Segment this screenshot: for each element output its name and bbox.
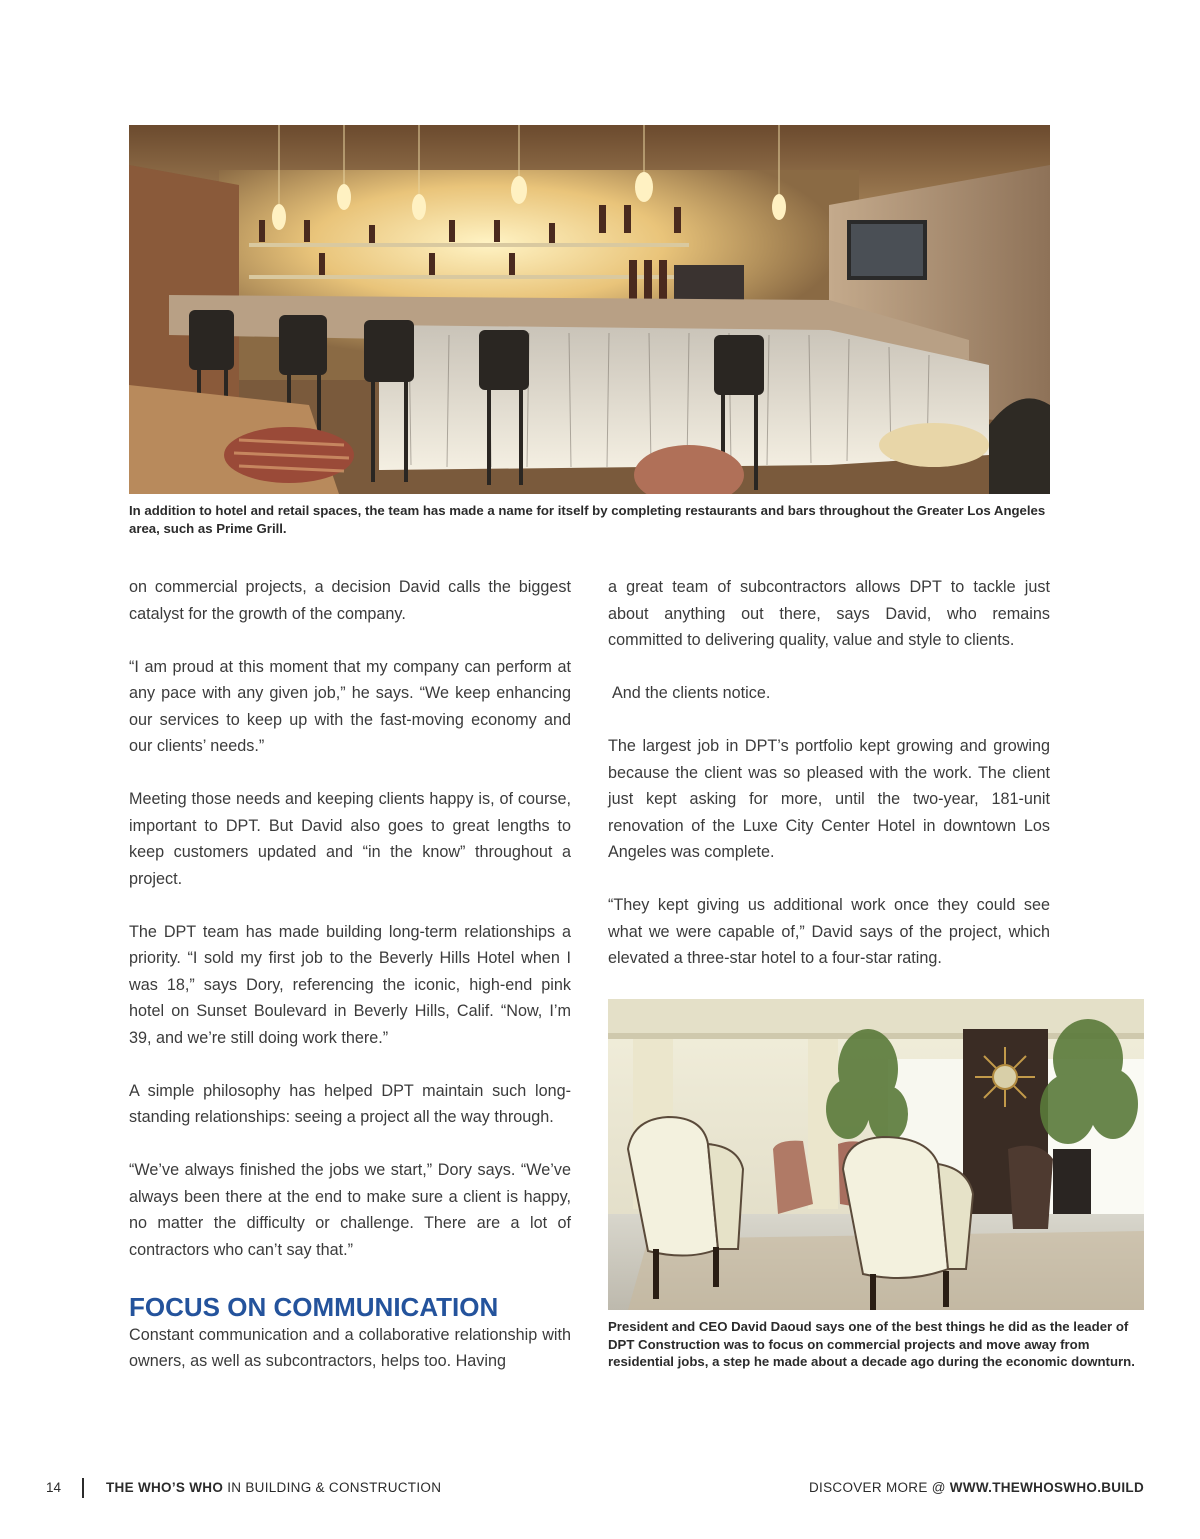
footer-divider [82,1478,84,1498]
restaurant-bar-illustration [129,125,1050,494]
section-heading: FOCUS ON COMMUNICATION [129,1291,499,1322]
publication-title-bold: THE WHO’S WHO [106,1480,224,1495]
hotel-lobby-illustration [608,999,1144,1310]
article-paragraph: “They kept giving us additional work once they could see what we were capable of,” David says of the project, which elevated a three-star hotel to a four-star rating. [608,896,1050,967]
article-left-column [129,574,571,1401]
publication-title [106,1480,441,1495]
article-paragraph: A simple philosophy has helped DPT maintain such long-standing relationships: seeing a project all the way through. [129,1081,571,1126]
restaurant-bar-photo [129,125,1050,494]
discover-more-prefix: DISCOVER MORE @ [809,1480,950,1495]
page-footer [0,1478,1200,1502]
article-paragraph: a great team of subcontractors allows DPT to tackle just about anything out there, says David, who remains committed to delivering quality, value and style to clients. [608,578,1050,649]
hotel-lobby-photo [608,999,1144,1310]
article-paragraph: The DPT team has made building long-term relationships a priority. “I sold my first job to the Beverly Hills Hotel when I was 18,” says Dory, referencing the iconic, high-end pink hotel on Sunset Boulevard in Beverly Hills, Calif. “Now, I’m 39, and we’re still doing work there.” [129,922,571,1047]
article-paragraph: And the clients notice. [612,684,771,702]
website-link[interactable]: WWW.THEWHOSWHO.BUILD [949,1480,1144,1495]
article-paragraph: The largest job in DPT’s portfolio kept growing and growing because the client was so pleased with the work. The client just kept asking for more, until the two-year, 181-unit renovation of the Luxe City Center Hotel in downtown Los Angeles was complete. [608,737,1050,861]
article-right-column [608,574,1050,998]
top-photo-caption: In addition to hotel and retail spaces, the team has made a name for itself by completing restaurants and bars throughout the Greater Los Angeles area, such as Prime Grill. [129,503,1046,536]
article-paragraph: “We’ve always finished the jobs we start,” Dory says. “We’ve always been there at the end to make sure a client is happy, no matter the difficulty or challenge. There are a lot of contractors who can’t say that.” [129,1161,571,1259]
article-paragraph: on commercial projects, a decision David calls the biggest catalyst for the growth of the company. [129,578,571,623]
article-paragraph: “I am proud at this moment that my company can perform at any pace with any given job,” he says. “We keep enhancing our services to keep up with the fast-moving economy and our clients’ needs.” [129,657,571,755]
discover-more [809,1480,1144,1495]
article-paragraph: Meeting those needs and keeping clients happy is, of course, important to DPT. But David also goes to great lengths to keep customers updated and “in the know” throughout a project. [129,790,571,888]
page-number: 14 [46,1480,62,1495]
article-paragraph: Constant communication and a collaborative relationship with owners, as well as subcontractors, helps too. Having [129,1325,571,1370]
publication-title-rest: IN BUILDING & CONSTRUCTION [223,1480,442,1495]
lobby-photo-caption: President and CEO David Daoud says one of the best things he did as the leader of DPT Construction was to focus on commercial projects and move away from residential jobs, a step he made about a decade ago during the economic downturn. [608,1319,1135,1369]
